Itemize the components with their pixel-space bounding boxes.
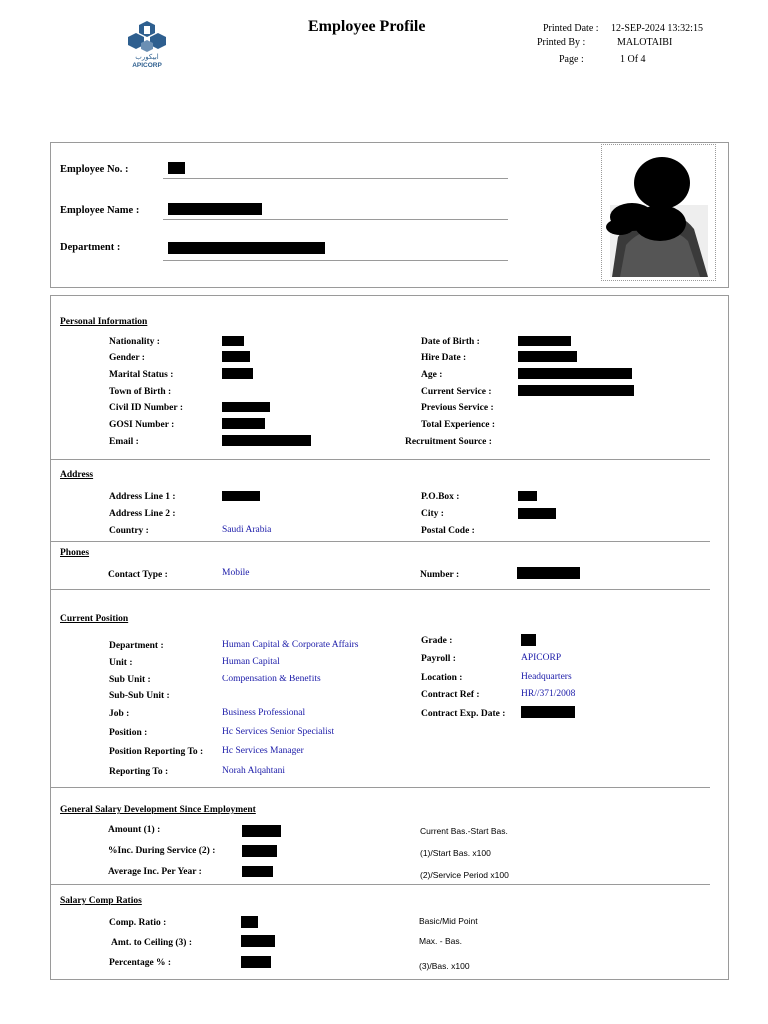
address-line1-label: Address Line 1 : (109, 492, 176, 502)
reporting-to-value: Norah Alqahtani (222, 766, 286, 776)
position-value: Hc Services Senior Specialist (222, 727, 335, 737)
redacted-current-service (518, 385, 634, 396)
comp-ratio-note-1: Basic/Mid Point (419, 916, 478, 926)
contract-ref-label: Contract Ref : (421, 690, 480, 700)
logo-emblem-icon (122, 20, 172, 56)
redacted-amt-to-ceiling (241, 935, 275, 947)
section-address: Address (60, 470, 94, 480)
details-box (50, 295, 729, 980)
contact-type-label: Contact Type : (108, 570, 168, 580)
redacted-contract-exp-date (521, 706, 575, 718)
printed-date-value: 12-SEP-2024 13:32:15 (611, 23, 703, 34)
redacted-percentage (241, 956, 271, 968)
gosi-label: GOSI Number : (109, 420, 175, 430)
unit-value: Human Capital (222, 657, 280, 667)
hire-date-label: Hire Date : (421, 353, 467, 363)
town-of-birth-label: Town of Birth : (109, 387, 172, 397)
divider-personal (51, 459, 710, 460)
divider-position (51, 787, 710, 788)
payroll-label: Payroll : (421, 654, 456, 664)
amt-to-ceiling-label: Amt. to Ceiling (3) : (111, 938, 192, 948)
redacted-comp-ratio (241, 916, 258, 928)
section-personal-information: Personal Information (60, 317, 148, 327)
redacted-city (518, 508, 556, 519)
grade-label: Grade : (421, 636, 453, 646)
recruitment-source-label: Recruitment Source : (405, 437, 492, 447)
printed-by-value: MALOTAIBI (617, 37, 673, 48)
gender-label: Gender : (109, 353, 145, 363)
contact-type-value: Mobile (222, 568, 250, 578)
contract-ref-value: HR//371/2008 (521, 689, 576, 699)
section-salary-development: General Salary Development Since Employment (60, 805, 256, 815)
total-experience-label: Total Experience : (421, 420, 496, 430)
redacted-gosi (222, 418, 265, 429)
redacted-pobox (518, 491, 537, 501)
redacted-avg-inc (242, 866, 273, 877)
job-label: Job : (109, 709, 130, 719)
civil-id-label: Civil ID Number : (109, 403, 183, 413)
comp-ratio-note-3: (3)/Bas. x100 (419, 961, 470, 971)
position-label: Position : (109, 728, 148, 738)
nationality-label: Nationality : (109, 337, 160, 347)
age-label: Age : (421, 370, 443, 380)
amount-label: Amount (1) : (108, 825, 161, 835)
redacted-grade (521, 634, 536, 646)
logo-latin-text: APICORP (132, 62, 162, 69)
person-photo-icon (602, 145, 715, 280)
section-current-position: Current Position (60, 614, 129, 624)
marital-status-label: Marital Status : (109, 370, 174, 380)
redacted-hire-date (518, 351, 577, 362)
redacted-email (222, 435, 311, 446)
redacted-phone-number (517, 567, 580, 579)
divider-phones (51, 589, 710, 590)
sub-unit-value: Compensation & Benefits (222, 675, 321, 684)
unit-label: Unit : (109, 658, 133, 668)
redacted-nationality (222, 336, 244, 346)
redacted-inc-during-service (242, 845, 277, 857)
redacted-age (518, 368, 632, 379)
pobox-label: P.O.Box : (421, 492, 460, 502)
employee-department-label: Department : (60, 242, 121, 253)
salary-dev-note-3: (2)/Service Period x100 (420, 870, 509, 880)
phone-number-label: Number : (420, 570, 460, 580)
printed-date-label: Printed Date : (543, 23, 599, 34)
redacted-employee-number (168, 162, 185, 174)
location-value: Headquarters (521, 672, 572, 682)
employee-photo (601, 144, 716, 281)
page-title: Employee Profile (308, 18, 426, 35)
redacted-employee-name (168, 203, 262, 215)
sub-unit-row (100, 675, 360, 684)
country-value: Saudi Arabia (222, 525, 272, 535)
employee-name-label: Employee Name : (60, 205, 140, 216)
page-label: Page : (559, 54, 584, 65)
redacted-gender (222, 351, 250, 362)
date-of-birth-label: Date of Birth : (421, 337, 480, 347)
payroll-value: APICORP (521, 653, 562, 663)
country-label: Country : (109, 526, 149, 536)
redacted-marital-status (222, 368, 253, 379)
section-salary-comp-ratios: Salary Comp Ratios (60, 896, 142, 906)
inc-during-service-label: %Inc. During Service (2) : (108, 846, 216, 856)
redacted-employee-department (168, 242, 325, 254)
company-logo (122, 20, 172, 72)
position-department-value: Human Capital & Corporate Affairs (222, 640, 359, 650)
contract-exp-date-label: Contract Exp. Date : (421, 709, 506, 719)
employee-department-line (163, 260, 508, 261)
position-department-label: Department : (109, 641, 164, 651)
previous-service-label: Previous Service : (421, 403, 494, 413)
divider-address (51, 541, 710, 542)
page-value: 1 Of 4 (620, 54, 646, 65)
sub-sub-unit-label: Sub-Sub Unit : (109, 691, 170, 701)
divider-salary-dev (51, 884, 710, 885)
salary-dev-note-1: Current Bas.-Start Bas. (420, 826, 508, 836)
current-service-label: Current Service : (421, 387, 492, 397)
redacted-date-of-birth (518, 336, 571, 346)
avg-inc-per-year-label: Average Inc. Per Year : (108, 867, 202, 877)
redacted-civil-id (222, 402, 270, 412)
reporting-to-label: Reporting To : (109, 767, 169, 777)
section-phones: Phones (60, 548, 90, 558)
email-label: Email : (109, 437, 139, 447)
city-label: City : (421, 509, 444, 519)
logo-arabic-text: ابيكورب (135, 53, 159, 61)
position-reporting-to-value: Hc Services Manager (222, 746, 304, 756)
postal-code-label: Postal Code : (421, 526, 475, 536)
salary-dev-note-2: (1)/Start Bas. x100 (420, 848, 491, 858)
location-label: Location : (421, 673, 463, 683)
printed-by-label: Printed By : (537, 37, 586, 48)
job-value: Business Professional (222, 708, 306, 718)
percentage-label: Percentage % : (109, 958, 172, 968)
address-line2-label: Address Line 2 : (109, 509, 176, 519)
redacted-address-line1 (222, 491, 260, 501)
comp-ratio-label: Comp. Ratio : (109, 918, 167, 928)
employee-number-label: Employee No. : (60, 164, 129, 175)
redacted-amount (242, 825, 281, 837)
position-reporting-to-label: Position Reporting To : (109, 747, 204, 757)
employee-number-line (163, 178, 508, 179)
comp-ratio-note-2: Max. - Bas. (419, 936, 462, 946)
employee-name-line (163, 219, 508, 220)
sub-unit-label: Sub Unit : (109, 675, 151, 684)
